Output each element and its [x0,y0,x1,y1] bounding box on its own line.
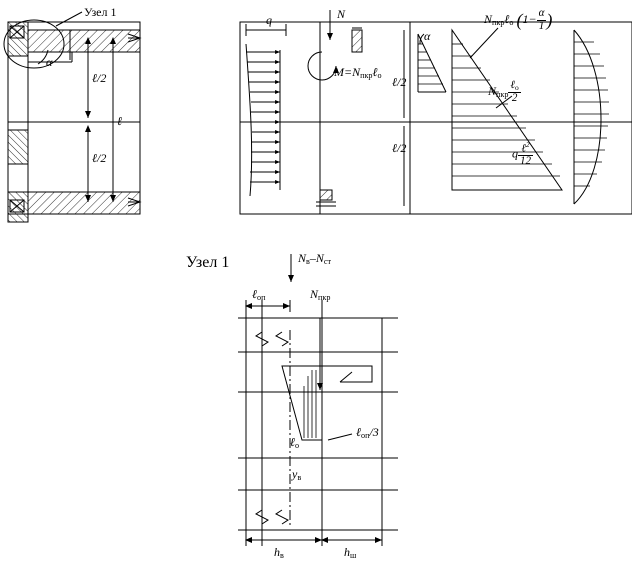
label-alpha-right: α [424,29,431,43]
right-diagram [410,22,632,214]
label-half-length-bottom: ℓ/2 [92,151,107,165]
label-q-l2-12: q $\frac{\ell^2}{12}$ [512,141,532,168]
label-half-length-top: ℓ/2 [92,71,107,85]
label-y-n: $y_в$ [292,467,302,483]
label-npkr-node: $N_{пкр}$ [310,287,331,303]
label-l-on-third: ℓ$_{оп}$/3 [356,425,379,441]
label-h-n: $h_в$ [274,545,284,561]
label-moment-equation: $M=N_{пкр}\ell_о$ [334,65,382,81]
label-node1-callout: Узел 1 [84,5,117,19]
label-npkr-half: $N_{пкр}$ $\frac{\ell_о}{2}$ [488,79,519,104]
label-full-length: ℓ [117,114,122,128]
label-mid-half-bottom: ℓ/2 [392,141,407,155]
label-node-detail-title: Узел 1 [186,254,230,271]
label-N-axial: N [337,7,346,21]
label-node-force: $N_в-N_{ст}$ [298,251,332,267]
label-alpha-left: α [46,55,53,69]
label-npkr-expression: $N_{пкр}\ell_о$ (1− $\frac{\alpha}{1}$ ) [484,7,553,32]
label-h-sh: $h_ш$ [344,545,357,561]
label-l-o-node: ℓ$_о$ [290,435,300,451]
label-mid-half-top: ℓ/2 [392,75,407,89]
label-q-load: q [266,13,272,27]
middle-diagram [240,7,410,214]
label-l-on: ℓ$_{оп}$ [252,287,266,303]
